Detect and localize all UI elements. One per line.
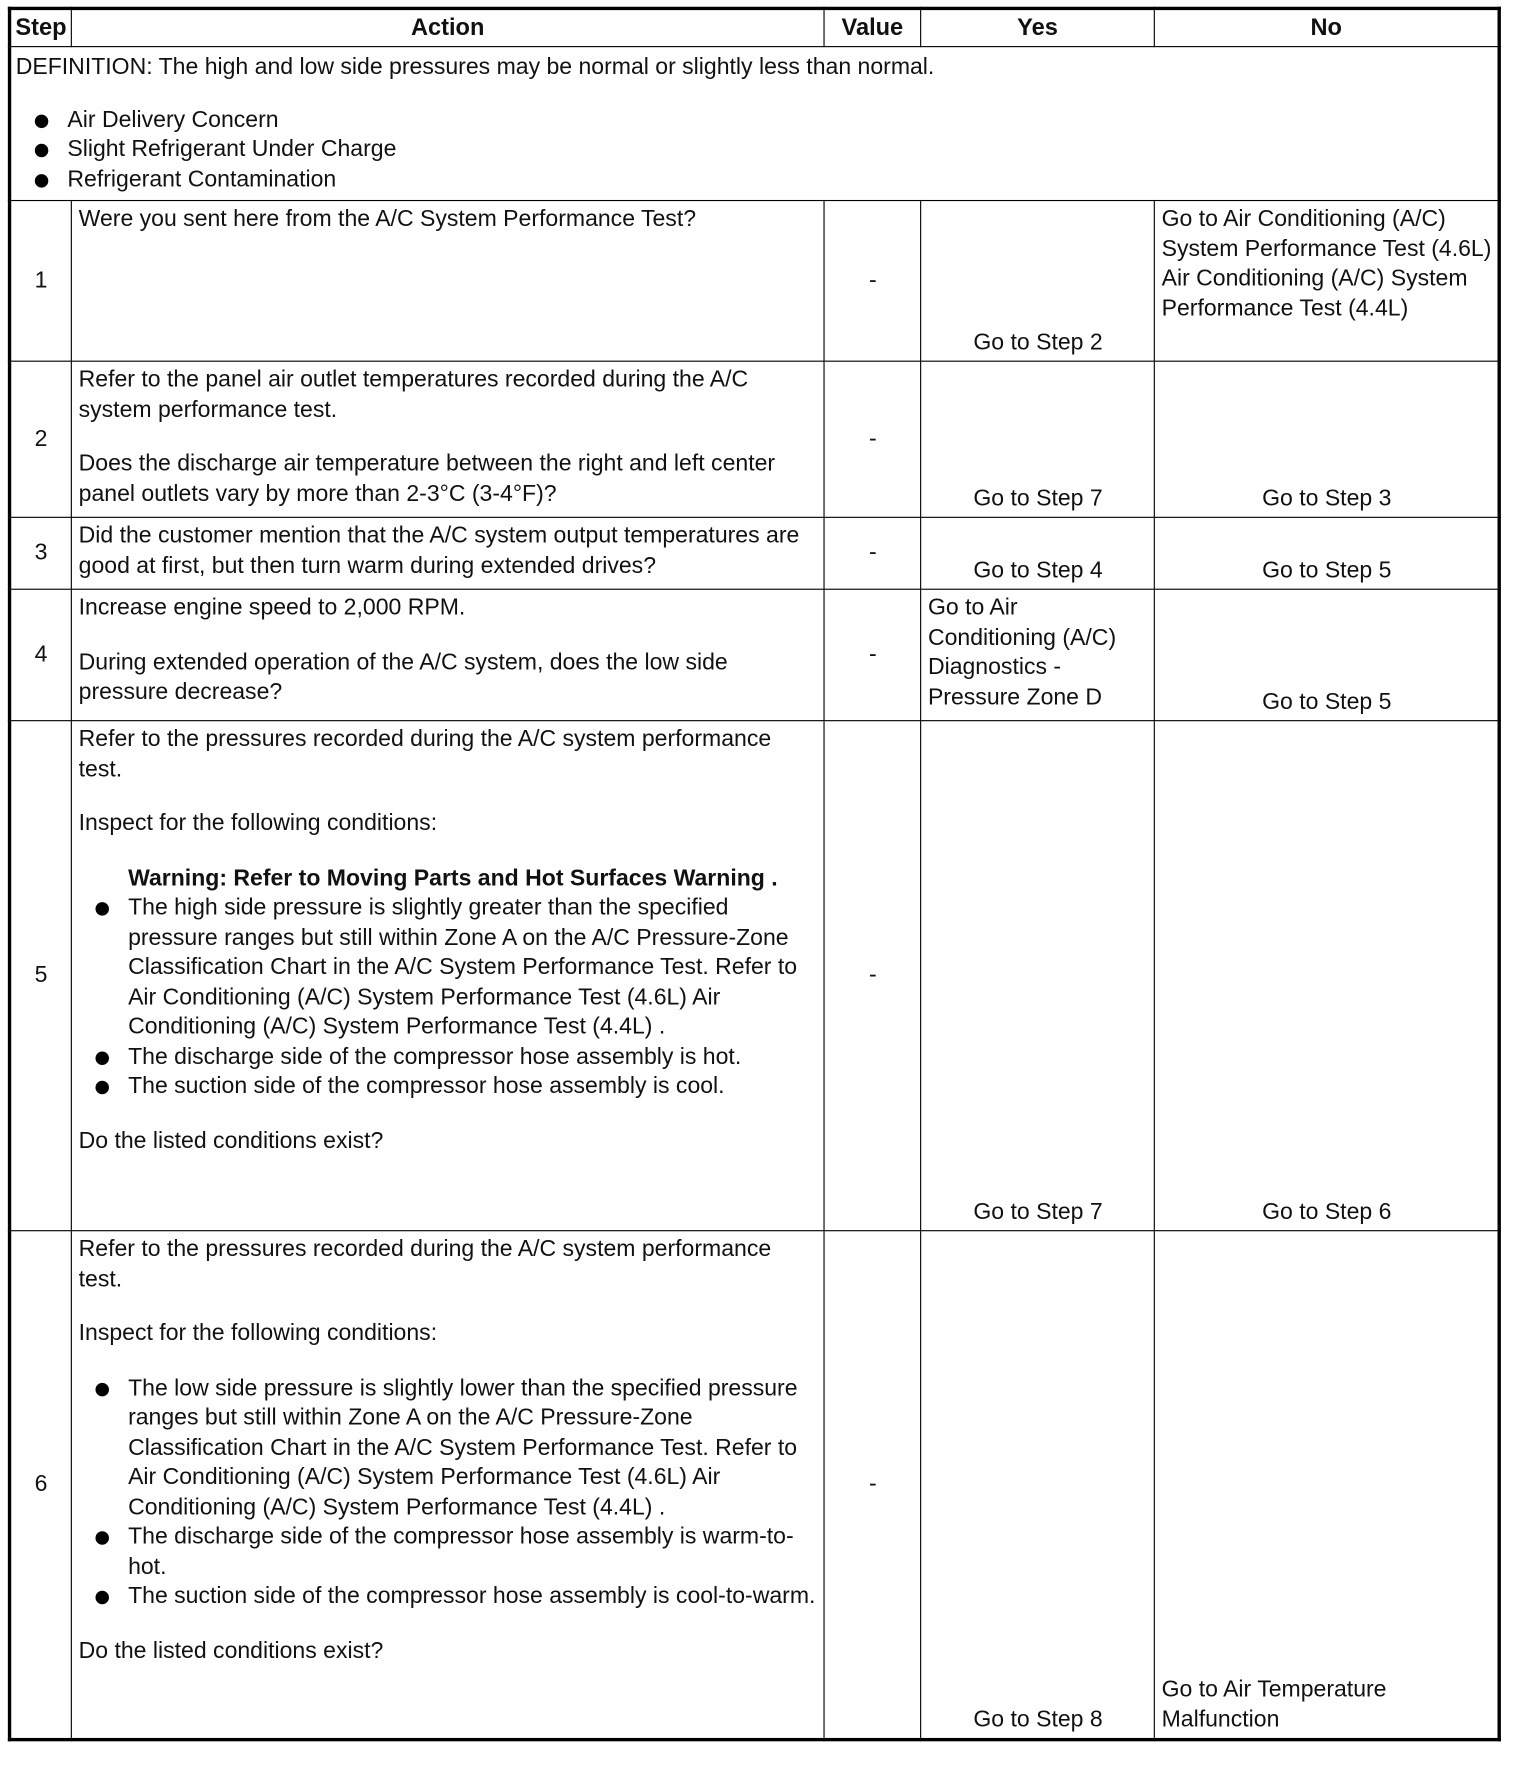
header-yes: Yes — [921, 8, 1155, 46]
bullet-icon — [35, 144, 48, 157]
bullet-icon — [35, 114, 48, 127]
value-cell: - — [824, 721, 921, 1231]
value-cell: - — [824, 201, 921, 362]
conditions-list — [79, 893, 818, 1101]
action-text: Refer to the panel air outlet temperatures recorded during the A/C system performance test. — [78, 366, 749, 422]
action-text: Inspect for the following conditions: — [78, 1320, 438, 1346]
definition-list — [16, 105, 1493, 194]
no-link[interactable]: Go to Step 6 — [1154, 721, 1499, 1231]
action-question: Did the customer mention that the A/C system output temperatures are good at first, but then turn warm during extended drives? — [78, 522, 800, 578]
header-action: Action — [71, 8, 824, 46]
table-row — [10, 361, 1500, 517]
action-cell — [71, 201, 824, 362]
diagnostic-table — [8, 7, 1501, 1742]
list-item: The discharge side of the compressor hose assembly is hot. — [79, 1042, 818, 1072]
step-number: 1 — [10, 201, 72, 362]
list-item: The discharge side of the compressor hose assembly is warm-to-hot. — [79, 1522, 818, 1582]
table-row — [10, 721, 1500, 1231]
step-number: 3 — [10, 517, 72, 589]
table-row — [10, 1231, 1500, 1740]
list-item: The high side pressure is slightly greater than the specified pressure ranges but still within Zone A on the A/C Pressure-Zone Classification Chart in the A/C System Performance Test. Refer to Air Conditioning (A/C) System Performance Test (4.6L) Air Conditioning (A/C) System Performance Test (4.4L) . — [79, 893, 818, 1042]
value-cell: - — [824, 1231, 921, 1740]
bullet-icon — [95, 1591, 108, 1604]
action-question: Does the discharge air temperature between the right and left center panel outlets vary by more than 2-3°C (3-4°F)? — [78, 450, 776, 507]
action-text: Refer to the pressures recorded during the A/C system performance test. — [78, 1235, 772, 1292]
action-text: Inspect for the following conditions: — [78, 809, 438, 836]
value-cell: - — [824, 361, 921, 517]
no-link[interactable]: Go to Step 5 — [1154, 589, 1499, 720]
action-cell — [71, 721, 824, 1231]
step-number: 5 — [10, 721, 72, 1231]
step-number: 6 — [10, 1231, 72, 1740]
list-item: Air Delivery Concern — [16, 105, 1493, 135]
header-row — [10, 8, 1500, 46]
bullet-icon — [95, 1382, 108, 1395]
list-item: The suction side of the compressor hose assembly is cool-to-warm. — [79, 1582, 818, 1612]
action-question: Do the listed conditions exist? — [78, 1127, 384, 1154]
bullet-icon — [95, 1081, 108, 1094]
bullet-icon — [95, 1051, 108, 1064]
yes-link[interactable]: Go to Step 8 — [921, 1231, 1155, 1740]
yes-link[interactable]: Go to Air Conditioning (A/C) Diagnostics - Pressure Zone D — [921, 589, 1155, 720]
action-cell — [71, 517, 824, 589]
list-item: Refrigerant Contamination — [16, 165, 1493, 195]
step-number: 4 — [10, 589, 72, 720]
table-row — [10, 517, 1500, 589]
no-link[interactable]: Go to Air Temperature Malfunction — [1154, 1231, 1499, 1740]
value-cell: - — [824, 517, 921, 589]
list-item: The suction side of the compressor hose assembly is cool. — [79, 1072, 818, 1102]
bullet-icon — [95, 1531, 108, 1544]
step-number: 2 — [10, 361, 72, 517]
header-step: Step — [10, 8, 72, 46]
list-item: Slight Refrigerant Under Charge — [16, 135, 1493, 165]
action-text: Were you sent here from the A/C System Performance Test? — [78, 205, 697, 232]
yes-link[interactable]: Go to Step 7 — [921, 361, 1155, 517]
yes-link[interactable]: Go to Step 7 — [921, 721, 1155, 1231]
bullet-icon — [35, 174, 48, 187]
definition-cell — [10, 47, 1500, 201]
yes-link[interactable]: Go to Step 2 — [921, 201, 1155, 362]
no-link[interactable]: Go to Step 3 — [1154, 361, 1499, 517]
definition-text: DEFINITION: The high and low side pressures may be normal or slightly less than normal. — [15, 53, 935, 80]
action-cell — [71, 361, 824, 517]
header-no: No — [1154, 8, 1499, 46]
no-link[interactable]: Go to Step 5 — [1154, 517, 1499, 589]
action-text: Refer to the pressures recorded during the A/C system performance test. — [78, 725, 772, 782]
yes-link[interactable]: Go to Step 4 — [921, 517, 1155, 589]
conditions-list — [79, 1373, 818, 1611]
action-question: During extended operation of the A/C system, does the low side pressure decrease? — [78, 648, 728, 705]
action-question: Do the listed conditions exist? — [78, 1637, 384, 1664]
no-link[interactable]: Go to Air Conditioning (A/C) System Performance Test (4.6L) Air Conditioning (A/C) System Performance Test (4.4L) — [1154, 201, 1499, 362]
header-value: Value — [824, 8, 921, 46]
warning-link[interactable]: Warning: Refer to Moving Parts and Hot Surfaces Warning . — [128, 864, 778, 891]
table-row — [10, 589, 1500, 720]
action-cell — [71, 1231, 824, 1740]
value-cell: - — [824, 589, 921, 720]
table-row — [10, 201, 1500, 362]
definition-row — [10, 47, 1500, 201]
action-text: Increase engine speed to 2,000 RPM. — [78, 594, 466, 621]
list-item: The low side pressure is slightly lower than the specified pressure ranges but still within Zone A on the A/C Pressure-Zone Classification Chart in the A/C System Performance Test. Refer to Air Conditioning (A/C) System Performance Test (4.6L) Air Conditioning (A/C) System Performance Test (4.4L) . — [79, 1373, 818, 1522]
action-cell — [71, 589, 824, 720]
bullet-icon — [95, 902, 108, 915]
